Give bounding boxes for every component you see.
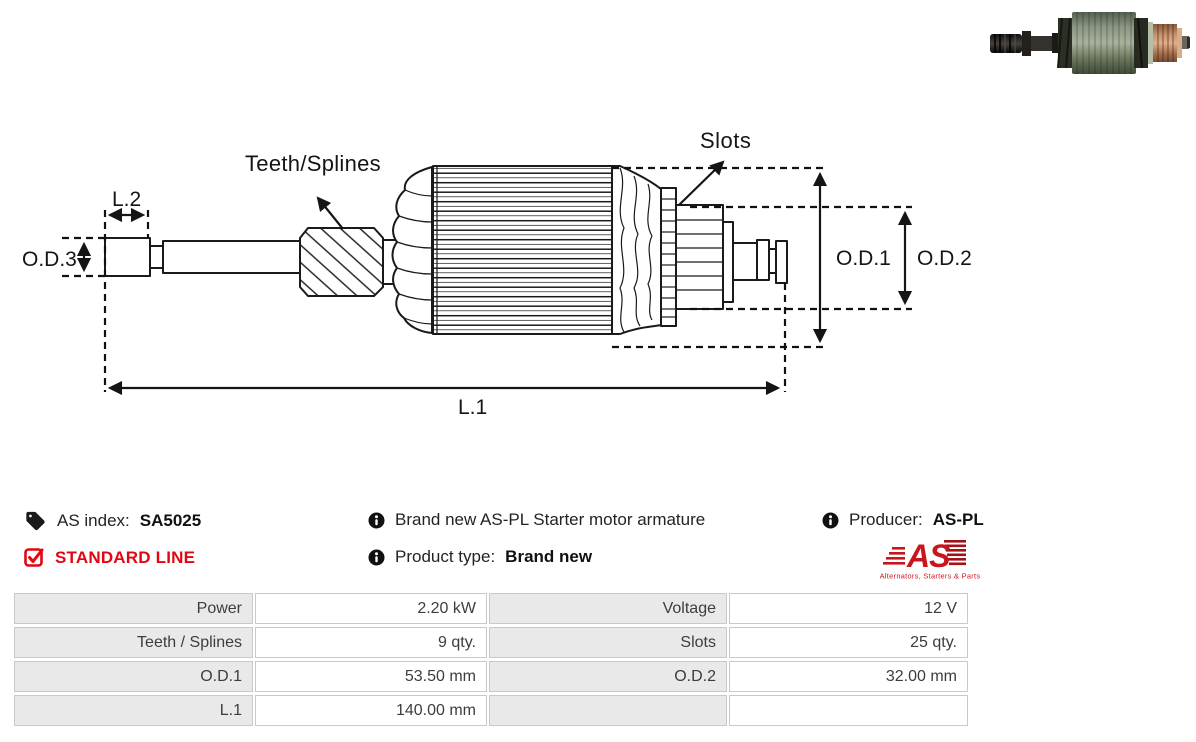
product-photo [984, 5, 1190, 79]
product-description: Brand new AS-PL Starter motor armature [395, 510, 706, 529]
armature-outline [105, 166, 787, 334]
logo-text: AS [907, 538, 950, 574]
standard-line-row [24, 547, 195, 568]
product-type-row [368, 547, 592, 567]
logo-tagline: Alternators, Starters & Parts [880, 571, 980, 581]
as-pl-logo [880, 534, 980, 582]
producer-value: AS-PL [932, 510, 984, 529]
checkbox-icon [24, 547, 45, 568]
od2-label: O.D.2 [917, 247, 972, 270]
as-index-value: SA5025 [139, 511, 202, 530]
spec-value: 2.20 kW [255, 593, 487, 624]
spec-label: L.1 [14, 695, 253, 726]
l1-label: L.1 [458, 396, 488, 419]
spec-value: 25 qty. [729, 627, 968, 658]
tag-icon [24, 510, 47, 532]
armature-dimension-diagram [0, 0, 1000, 440]
as-index-row [24, 510, 201, 532]
spec-label: O.D.1 [14, 661, 253, 692]
od3-label: O.D.3 [22, 248, 77, 271]
spec-value: 12 V [729, 593, 968, 624]
info-icon [822, 512, 839, 529]
description-row [368, 510, 705, 530]
spec-label: Power [14, 593, 253, 624]
spline-hatch [300, 228, 383, 296]
producer-row [822, 510, 984, 530]
producer-label: Producer: [849, 510, 923, 529]
spec-label: Teeth / Splines [14, 627, 253, 658]
spec-label: Slots [489, 627, 727, 658]
spec-label: Voltage [489, 593, 727, 624]
spec-value: 140.00 mm [255, 695, 487, 726]
spec-value: 9 qty. [255, 627, 487, 658]
spec-label: O.D.2 [489, 661, 727, 692]
l2-label: L.2 [112, 188, 142, 211]
spec-value: 32.00 mm [729, 661, 968, 692]
info-icon [368, 549, 385, 566]
teeth-splines-label: Teeth/Splines [245, 151, 381, 176]
standard-line-label: STANDARD LINE [55, 547, 196, 567]
spec-value: 53.50 mm [255, 661, 487, 692]
slots-label: Slots [700, 128, 752, 153]
product-type-value: Brand new [505, 547, 593, 566]
od1-label: O.D.1 [836, 247, 891, 270]
info-icon [368, 512, 385, 529]
as-index-label: AS index: [57, 511, 130, 530]
product-type-label: Product type: [395, 547, 496, 566]
spec-table [14, 593, 968, 726]
spec-value [729, 695, 968, 726]
spec-label [489, 695, 727, 726]
